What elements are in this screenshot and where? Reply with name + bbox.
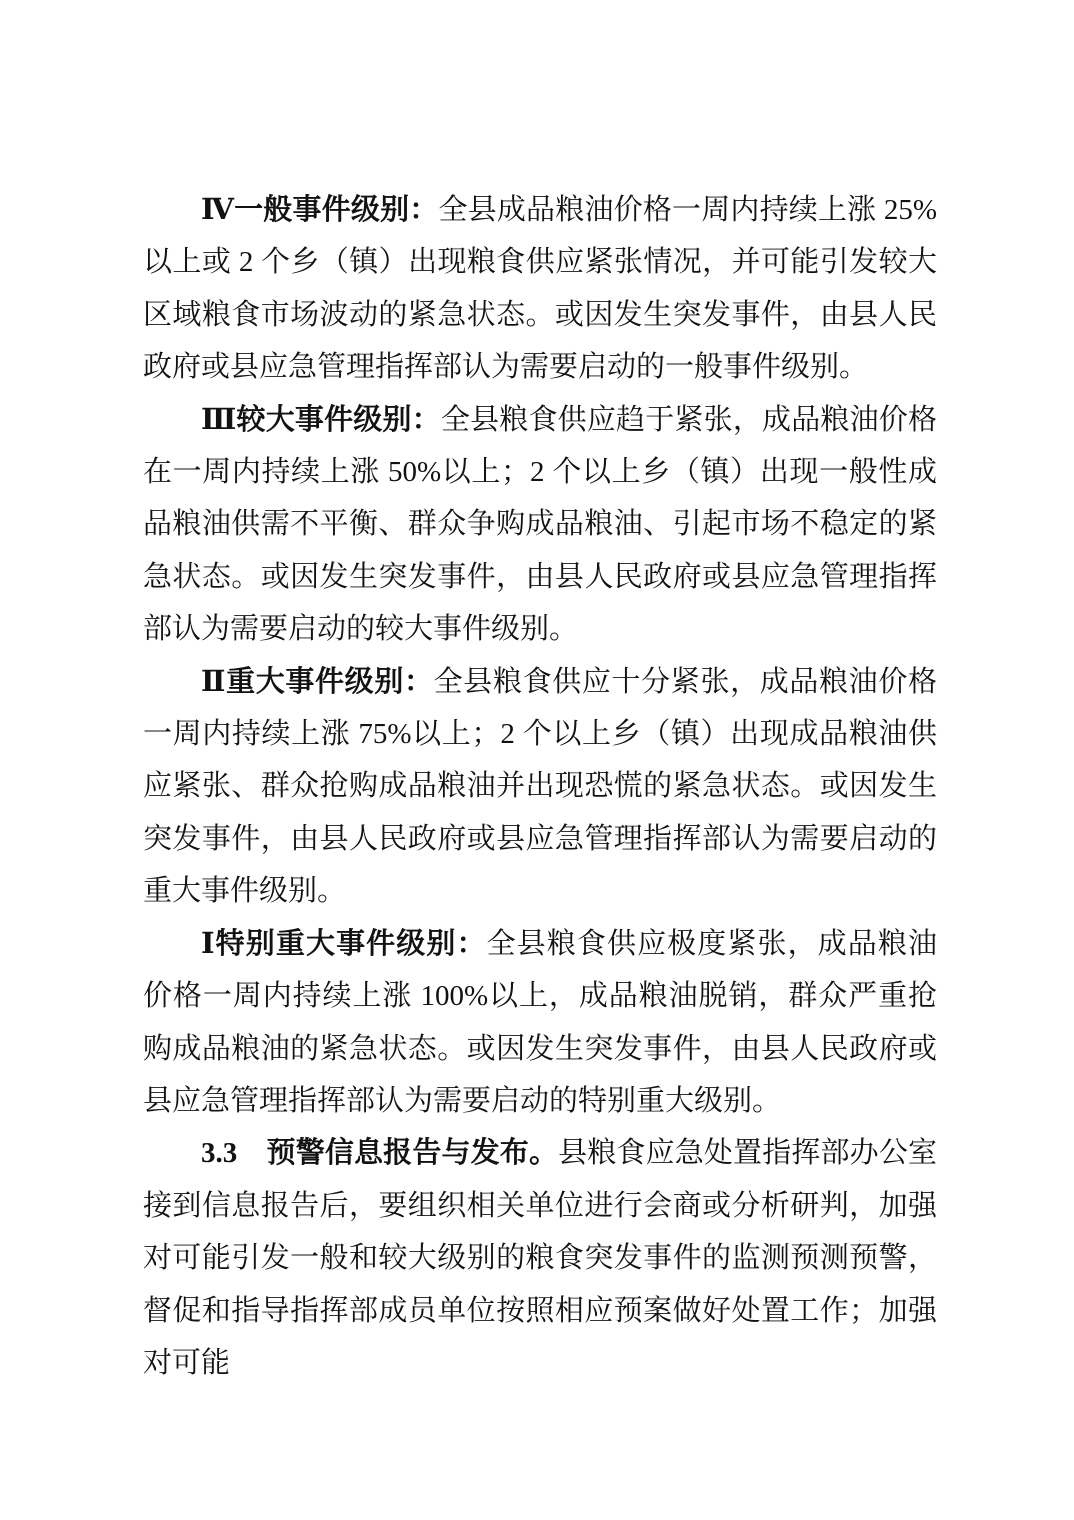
paragraph-level-i (143, 918, 937, 1128)
paragraph-section-3-3 (143, 1127, 937, 1389)
paragraph-level-iii (143, 394, 937, 656)
document-body (143, 184, 937, 1389)
paragraph-lead-level-ii: Ⅱ重大事件级别： (201, 665, 434, 698)
paragraph-lead-section-3-3: 3.3 预警信息报告与发布。 (201, 1137, 559, 1170)
paragraph-level-ii (143, 656, 937, 918)
paragraph-text-level-iii: 全县粮食供应趋于紧张，成品粮油价格在一周内持续上涨 50%以上；2 个以上乡（镇）出现一般性成品粮油供需不平衡、群众争购成品粮油、引起市场不稳定的紧急状态。或因发生突发事件，由县人民政府或县应急管理指挥部认为需要启动的较大事件级别。 (143, 403, 937, 646)
paragraph-text-level-ii: 全县粮食供应十分紧张，成品粮油价格一周内持续上涨 75%以上；2 个以上乡（镇）出现成品粮油供应紧张、群众抢购成品粮油并出现恐慌的紧急状态。或因发生突发事件，由县人民政府或县应急管理指挥部认为需要启动的重大事件级别。 (143, 665, 937, 908)
paragraph-lead-level-i: Ⅰ特别重大事件级别： (201, 927, 487, 960)
paragraph-level-iv (143, 184, 937, 394)
paragraph-text-section-3-3: 县粮食应急处置指挥部办公室接到信息报告后，要组织相关单位进行会商或分析研判，加强对可能引发一般和较大级别的粮食突发事件的监测预测预警，督促和指导指挥部成员单位按照相应预案做好处置工作；加强对可能 (143, 1137, 937, 1379)
paragraph-text-level-i: 全县粮食供应极度紧张，成品粮油价格一周内持续上涨 100%以上，成品粮油脱销，群众严重抢购成品粮油的紧急状态。或因发生突发事件，由县人民政府或县应急管理指挥部认为需要启动的特别重大级别。 (143, 927, 937, 1117)
paragraph-lead-level-iv: Ⅳ一般事件级别： (201, 194, 439, 226)
paragraph-lead-level-iii: Ⅲ较大事件级别： (201, 403, 441, 436)
paragraph-text-level-iv: 全县成品粮油价格一周内持续上涨 25%以上或 2 个乡（镇）出现粮食供应紧张情况，并可能引发较大区域粮食市场波动的紧急状态。或因发生突发事件，由县人民政府或县应急管理指挥部认为需要启动的一般事件级别。 (143, 194, 937, 384)
